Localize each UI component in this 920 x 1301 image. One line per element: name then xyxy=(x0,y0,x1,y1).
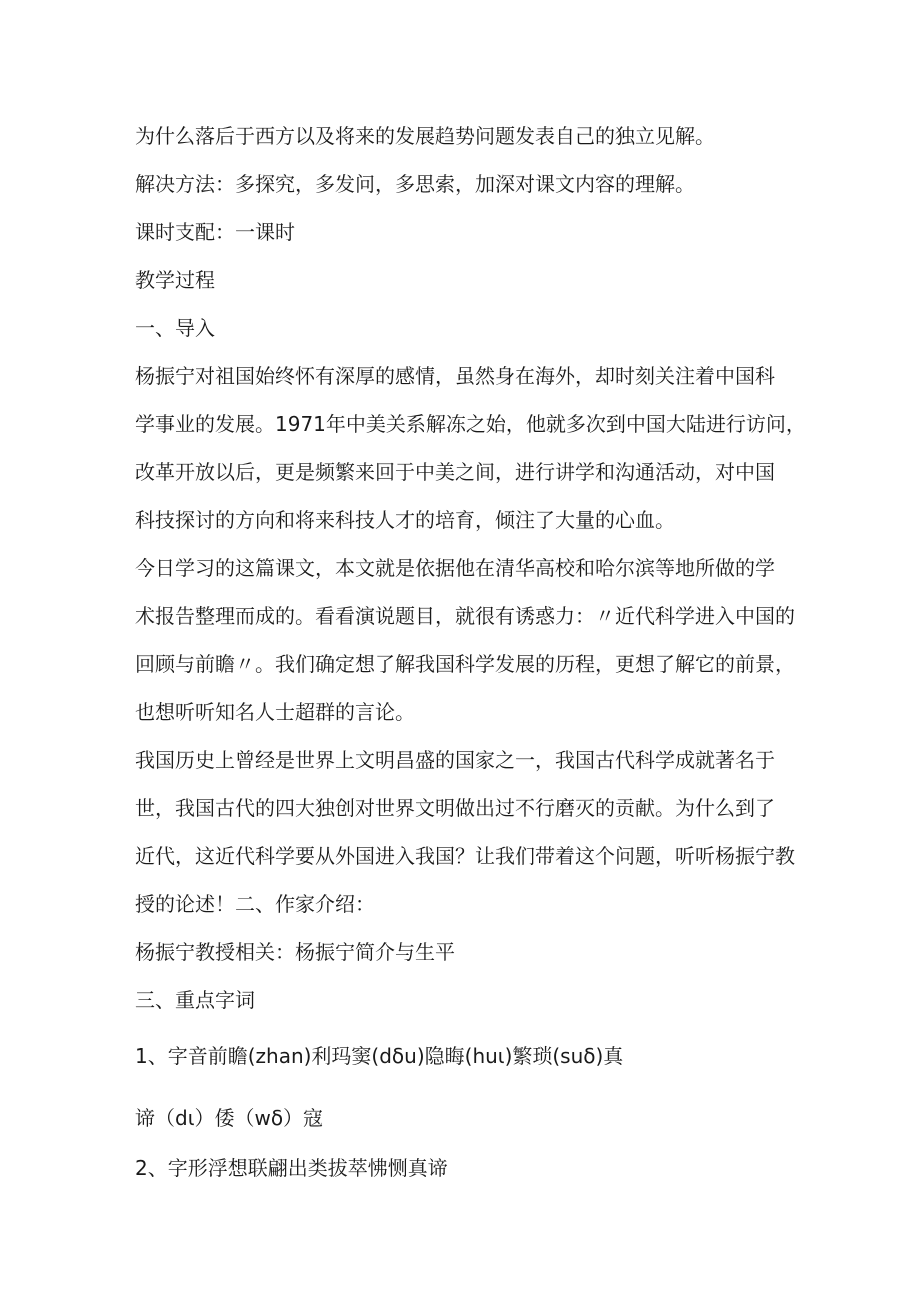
paragraph-line: 回顾与前瞻〃。我们确定想了解我国科学发展的历程，更想了解它的前景， xyxy=(135,652,795,676)
glyph-item-line: 2、字形浮想联翩出类拔萃怫恻真谛 xyxy=(135,1156,448,1180)
paragraph-line: 科技探讨的方向和将来科技人才的培育，倾注了大量的心血。 xyxy=(135,508,675,532)
paragraph-line: 近代，这近代科学要从外国进入我国？让我们带着这个问题，听听杨振宁教 xyxy=(135,844,795,868)
paragraph-line: 也想听听知名人士超群的言论。 xyxy=(135,700,415,724)
section-key-words-heading: 三、重点字词 xyxy=(135,988,255,1012)
class-hours-line: 课时支配：一课时 xyxy=(135,220,295,244)
paragraph-line: 杨振宁对祖国始终怀有深厚的感情，虽然身在海外，却时刻关注着中国科 xyxy=(135,364,775,388)
paragraph-line: 世，我国古代的四大独创对世界文明做出过不行磨灭的贡献。为什么到了 xyxy=(135,796,775,820)
paragraph-line: 术报告整理而成的。看看演说题目，就很有诱惑力：〃近代科学进入中国的 xyxy=(135,604,795,628)
paragraph-line: 授的论述！二、作家介绍： xyxy=(135,892,375,916)
text-line: 为什么落后于西方以及将来的发展趋势问题发表自己的独立见解。 xyxy=(135,124,715,148)
pronunciation-item-line-1: 1、字音前瞻(zhan)利玛窦(dδu)隐晦(huι)繁琐(suδ)真 xyxy=(135,1044,624,1068)
intro-paragraph-3 xyxy=(135,736,800,928)
pronunciation-item-line-2: 谛（dι）倭（wδ）寇 xyxy=(135,1106,324,1130)
paragraph-line: 改革开放以后，更是频繁来回于中美之间，进行讲学和沟通活动，对中国 xyxy=(135,460,775,484)
paragraph-line: 我国历史上曾经是世界上文明昌盛的国家之一，我国古代科学成就著名于 xyxy=(135,748,775,772)
intro-paragraph-1 xyxy=(135,352,806,544)
paragraph-line: 学事业的发展。1971年中美关系解冻之始，他就多次到中国大陆进行访问， xyxy=(135,412,806,436)
teaching-process-heading: 教学过程 xyxy=(135,268,215,292)
solution-method-line: 解决方法：多探究，多发问，多思索，加深对课文内容的理解。 xyxy=(135,172,695,196)
section-intro-heading: 一、导入 xyxy=(135,316,215,340)
intro-paragraph-2 xyxy=(135,544,800,736)
paragraph-line: 今日学习的这篇课文，本文就是依据他在清华高校和哈尔滨等地所做的学 xyxy=(135,556,775,580)
author-intro-line: 杨振宁教授相关：杨振宁简介与生平 xyxy=(135,940,455,964)
